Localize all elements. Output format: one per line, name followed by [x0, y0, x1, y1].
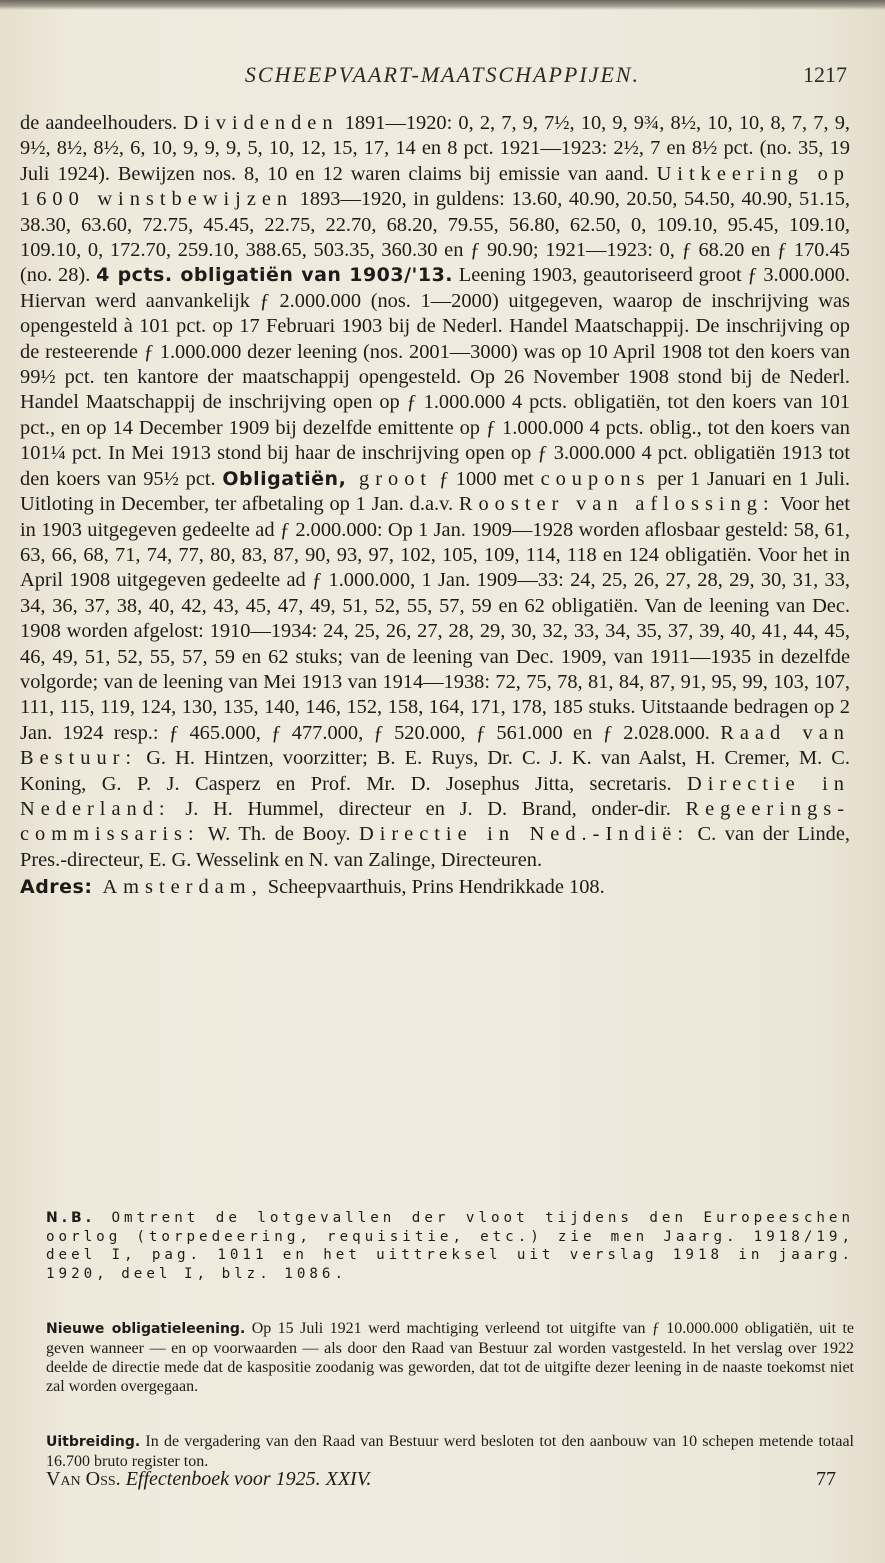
address-line — [20, 875, 850, 900]
regeerings-heading: Regeerings-commissaris: — [20, 797, 850, 846]
dividenden-heading: Dividenden — [183, 112, 339, 134]
expansion-note — [46, 1432, 854, 1471]
company-entry — [20, 111, 850, 901]
footer-citation — [46, 1468, 371, 1491]
page-number: 1217 — [803, 62, 847, 87]
directie-ni-heading: Directie in Ned.-Indië: — [358, 823, 690, 846]
running-title: SCHEEPVAART-MAATSCHAPPIJEN. — [244, 62, 641, 87]
obligatien-heading: Obligatiën, — [222, 467, 347, 490]
scan-edge — [0, 0, 885, 10]
obligations-heading: 4 pcts. obligatiën van 1903/'13. — [96, 264, 454, 287]
address-city: Amsterdam, — [92, 876, 263, 899]
footer-book-title: Effectenboek voor 1925. — [125, 1468, 321, 1490]
uitkeering-heading: Uitkeering op 1600 winstbewijzen — [20, 162, 851, 211]
directors-ni: C. van der Linde, Pres.-directeur, E. G. Wesselink en N. van Zalinge, Directeuren. — [20, 823, 850, 871]
page-header — [0, 58, 885, 92]
uitkeering-history: 1893—1920, in guldens: 13.60, 40.90, 20.50, 54.50, 40.90, 51.15, 38.30, 63.60, 72.75, 45.45, 22.75, 22.70, 68.20, 79.55, 56.80, 62.50, 0, 109.10, 95.45, 109.10, 109.10, 0, 172.70, 259.10, 388.65, 503.35, 360.30 en ƒ 90.90; 1921—1923: 0, ƒ 68.20 en ƒ 170.45 (no. 28). — [20, 188, 850, 287]
expansion-text: In de vergadering van den Raad van Bestuur werd besloten tot den aanbouw van 10 schepen metende totaal 16.700 bruto register ton. — [46, 1433, 854, 1470]
new-loan-text: Op 15 Juli 1921 werd machtiging verleend tot uitgifte van ƒ 10.000.000 obligatiën, uit te geven wanneer — en op voorwaarden — als door den Raad van Bestuur zal worden vastgesteld. In het verslag over 1922 deelde de directie mede dat de kaspositie zoodanig was geworden, dat tot de uitgifte dezer leening in de naaste toekomst niet zal worden overgegaan. — [46, 1320, 854, 1395]
dividend-history: 1891—1920: 0, 2, 7, 9, 7½, 10, 9, 9¾, 8½, 10, 10, 8, 7, 7, 9, 9½, 8½, 8½, 6, 10, 9, 9, 9, 5, 10, 12, 15, 17, 14 en 8 pct. 1921—1923: 2½, 7 en 8½ pct. (no. 35, 19 Juli 1924). Bewijzen nos. 8, 10 en 12 waren claims bij emissie van aand. — [20, 112, 850, 185]
new-loan-label: Nieuwe obligatieleening. — [46, 1321, 246, 1337]
loan-history: Leening 1903, geautoriseerd groot ƒ 3.000.000. Hiervan werd aanvankelijk ƒ 2.000.000 (nos. 1—2000) uitgegeven, waarop de inschrijving was opengesteld à 101 pct. op 17 Februari 1903 bij de Nederl. Handel Maatschappij. De inschrijving op de resteerende ƒ 1.000.000 dezer leening (nos. 2001—3000) was op 10 April 1908 tot den koers van 99½ pct. ten kantore der maatschappij opengesteld. Op 26 November 1908 stond bij de Nederl. Handel Maatschappij de inschrijving open op ƒ 1.000.000 4 pcts. obligatiën, tot den koers van 101 pct., en op 14 December 1909 bij dezelfde emittente op ƒ 1.000.000 4 pcts. oblig., tot den koers van 101¼ pct. In Mei 1913 stond bij haar de inschrijving open op ƒ 3.000.000 4 pct. obligatiën 1913 tot den koers van 95½ pct. — [20, 264, 850, 490]
address-label: Adres: — [20, 876, 93, 899]
expansion-label: Uitbreiding. — [46, 1434, 141, 1450]
directors-nl: J. H. Hummel, directeur en J. D. Brand, onder-dir. — [170, 797, 686, 820]
groot-word: groot — [346, 467, 433, 490]
outstanding-amounts: bedragen op 2 Jan. 1924 resp.: ƒ 465.000, ƒ 477.000, ƒ 520.000, ƒ 561.000 en ƒ 2.028.000. — [20, 696, 850, 744]
footer-page-marker: 77 — [816, 1468, 836, 1490]
nb-note — [46, 1209, 854, 1283]
board-members: G. H. Hintzen, voorzitter; B. E. Ruys, Dr. C. J. K. van Aalst, H. Cremer, M. C. Koning, G. P. J. Casperz en Prof. Mr. D. Josephus Jitta, secretaris. — [20, 747, 850, 795]
rooster-heading: Rooster van aflossing: — [458, 493, 775, 516]
footer-volume: XXIV. — [325, 1468, 372, 1490]
text-run: de aandeelhouders. — [20, 112, 184, 134]
nb-text: Omtrent de lotgevallen der vloot tijdens den Europeeschen oorlog (torpedeering, requisitie, etc.) zie men Jaarg. 1918/19, deel I, pag. 1011 en het uittreksel uit verslag 1918 in jaarg. 1920, deel I, blz. 1086. — [46, 1210, 854, 1282]
entry-paragraph — [20, 111, 850, 873]
uitstaande-heading: Uitstaande — [640, 696, 729, 719]
text-run: per 1 Januari en 1 Juli. Uitloting in December, ter afbetaling op 1 Jan. d.a.v. — [20, 467, 851, 516]
redemption-schedule: Voor het in 1903 uitgegeven gedeelte ad ƒ 2.000.000: Op 1 Jan. 1909—1928 worden aflosbaar gesteld: 58, 61, 63, 66, 68, 71, 74, 77, 80, 83, 87, 90, 93, 97, 102, 105, 109, 114, 118 en 124 obligatiën. Voor het in April 1908 uitgegeven gedeelte ad ƒ 1.000.000, 1 Jan. 1909—33: 24, 25, 26, 27, 28, 29, 30, 31, 33, 34, 36, 37, 38, 40, 42, 43, 45, 47, 49, 51, 52, 55, 57, 59 en 62 obligatiën. Van de leening van Dec. 1908 worden afgelost: 1910—1934: 24, 25, 26, 27, 28, 29, 30, 32, 33, 34, 35, 37, 39, 40, 41, 44, 45, 46, 49, 51, 52, 55, 57, 59 en 62 stuks; van de leening van Dec. 1909, van 1911—1935 in dezelfde volgorde; van de leening van Mei 1913 van 1914—1938: 72, 75, 78, 81, 84, 87, 91, 95, 99, 103, 107, 111, 115, 119, 124, 130, 135, 140, 146, 152, 158, 164, 171, 178, 185 stuks. — [20, 493, 851, 719]
coupons-word: coupons — [540, 467, 651, 490]
address-rest: Scheepvaarthuis, Prins Hendrikkade 108. — [262, 876, 605, 899]
nb-label: N.B. — [46, 1210, 96, 1226]
footer-author: Van Oss. — [46, 1468, 121, 1490]
commissioner: W. Th. de Booy. — [199, 823, 359, 846]
page-footer — [46, 1468, 836, 1498]
directie-nl-heading: Directie in Nederland: — [20, 772, 850, 820]
text-run: ƒ 1000 met — [432, 467, 541, 490]
new-loan-note — [46, 1319, 854, 1396]
raad-heading: Raad van Bestuur: — [20, 721, 850, 770]
